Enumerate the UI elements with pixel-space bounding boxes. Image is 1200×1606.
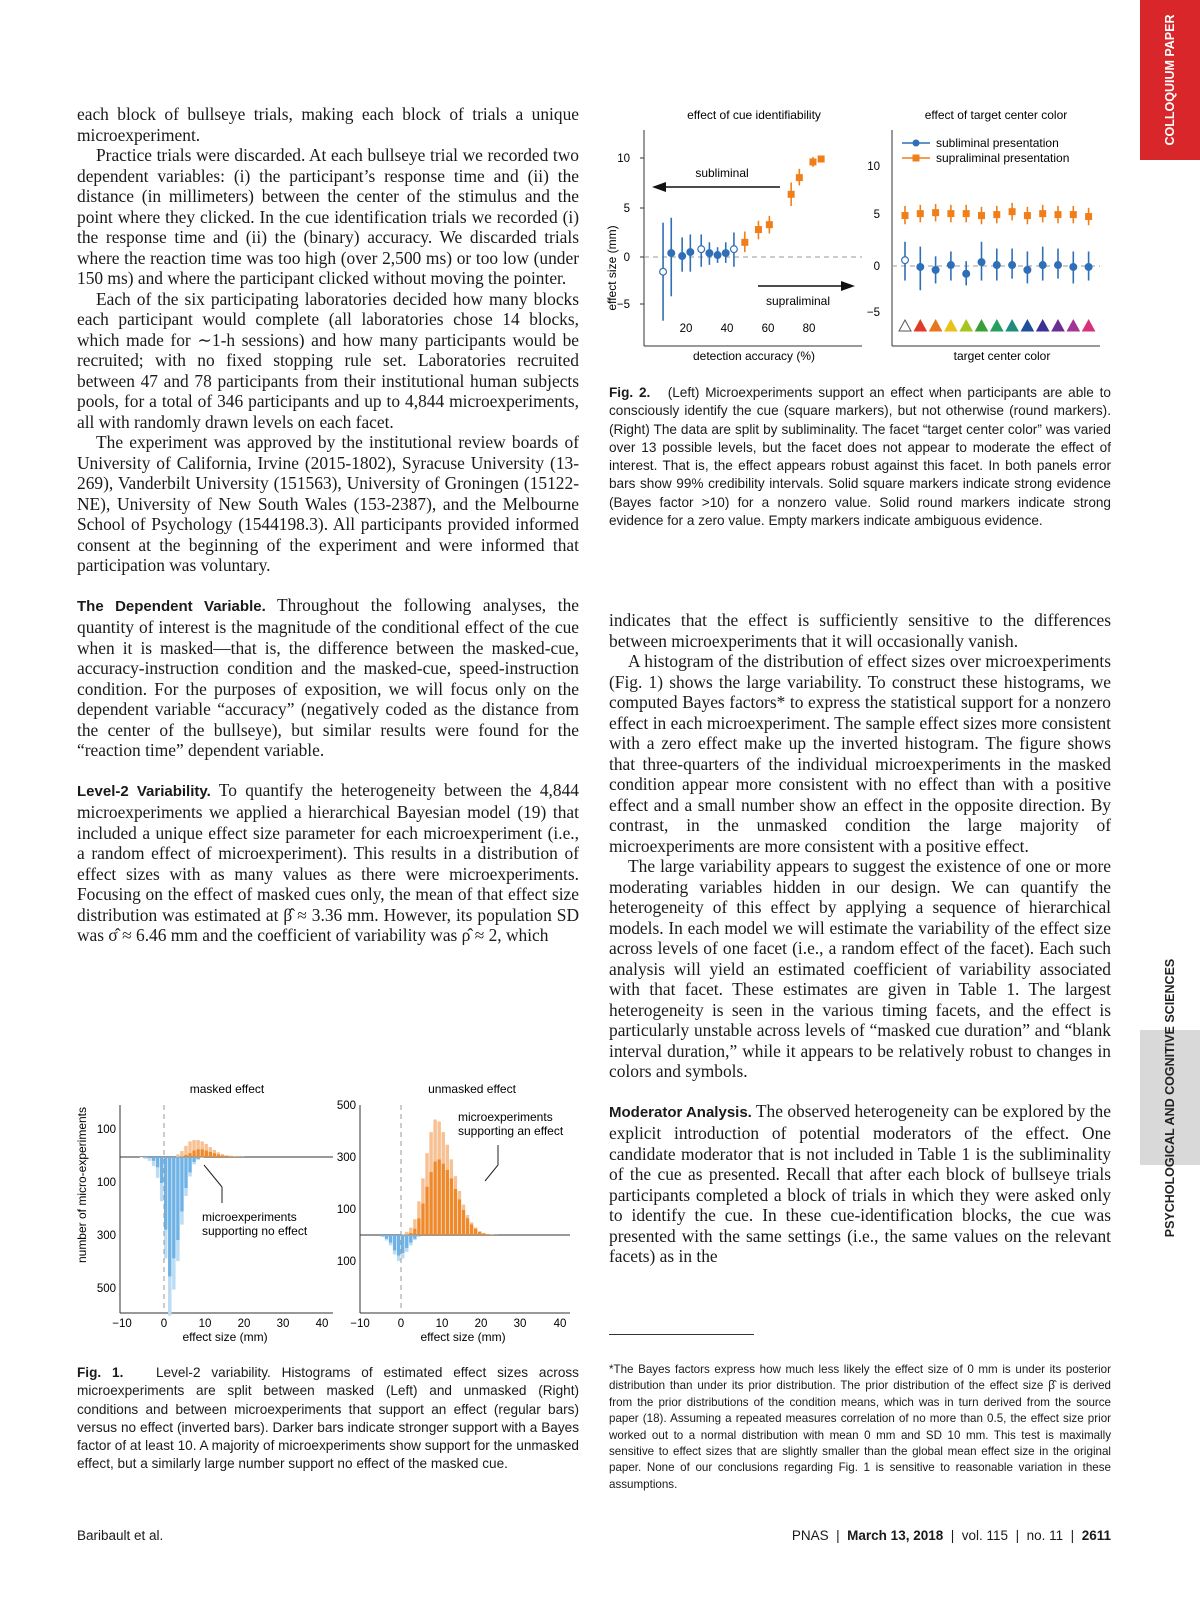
fig2-right-xlabel: target center color — [953, 349, 1051, 363]
histogram-bar — [381, 1235, 384, 1236]
fig1-ylabel: number of micro-experiments — [75, 1106, 89, 1264]
histogram-bar — [474, 1227, 477, 1228]
ann-effect-2: supporting an effect — [458, 1124, 564, 1138]
footer-authors: Baribault et al. — [77, 1528, 164, 1543]
histogram-bar — [217, 1154, 220, 1157]
histogram-bar — [188, 1173, 191, 1177]
histogram-bar — [389, 1243, 392, 1246]
histogram-bar — [160, 1157, 163, 1183]
data-point — [1070, 264, 1077, 271]
histogram-bar — [417, 1236, 420, 1237]
histogram-bar — [458, 1191, 461, 1199]
colloquium-paper-tab: COLLOQUIUM PAPER — [1140, 0, 1200, 160]
color-triangle-icon — [1052, 320, 1064, 331]
fig2-right-ytick: 5 — [873, 209, 880, 221]
data-point — [978, 259, 985, 266]
histogram-bar — [200, 1141, 203, 1149]
fig1-left-ytick: 100 — [96, 1177, 116, 1189]
histogram-bar — [393, 1235, 396, 1251]
color-triangle-icon — [930, 320, 942, 331]
histogram-bar — [144, 1158, 147, 1159]
fig2-right-title: effect of target center color — [924, 108, 1068, 122]
histogram-bar — [393, 1251, 396, 1255]
paragraph: The experiment was approved by the institutional review boards of University of California, Irvine (2015-1802), Syracuse University (13-269), Vanderbilt University (151563), University of Groningen (15122-NE), University of New South Wales (153-2387), and the Melbourne School of Psychology (1544198.3). All participants provided informed consent at the beginning of the experiment and were informed that participation was voluntary. — [77, 432, 579, 575]
histogram-bar — [401, 1253, 404, 1258]
fig2-left-ytick: 0 — [623, 252, 630, 264]
paragraph: The large variability appears to suggest the existence of one or more moderating variables hidden in our design. We can quantify the heterogeneity of this effect by applying a sequence of hierarchical models. In each model we will estimate the variability of the effect size across levels of one facet (i.e., a random effect of the facet). Each such analysis will yield an estimated coefficient of variability associated with that facet. These estimates are given in Table 1. The largest heterogeneity is seen in the various timing facets, and the effect is particularly unstable across levels of “masked cue duration” and “blank interval duration,” while it appears to be relatively robust to changes in colors and symbols. — [609, 856, 1111, 1081]
section-tab: PSYCHOLOGICAL AND COGNITIVE SCIENCES — [1140, 1030, 1200, 1165]
histogram-bar — [409, 1228, 412, 1233]
histogram-bar — [405, 1232, 408, 1235]
color-triangle-icon — [960, 320, 972, 331]
footer-journal: PNAS | March 13, 2018 | vol. 115 | no. 11 | 2611 — [791, 1528, 1111, 1543]
histogram-bar — [229, 1156, 232, 1157]
fig2-left-axes — [617, 130, 862, 363]
fig2-left-ytick: 5 — [623, 203, 630, 215]
data-point — [1024, 266, 1031, 273]
histogram-bar — [188, 1157, 191, 1173]
fig1-right-xlabel: effect size (mm) — [420, 1330, 506, 1344]
histogram-bar — [140, 1157, 143, 1158]
histogram-bar — [454, 1176, 457, 1189]
section-heading: Moderator Analysis. — [609, 1103, 752, 1121]
histogram-bar — [450, 1159, 453, 1178]
histogram-bar — [409, 1235, 412, 1243]
histogram-bar — [429, 1132, 432, 1172]
data-point — [1055, 211, 1062, 218]
fig1-xtick: −10 — [350, 1318, 370, 1330]
histogram-bar — [385, 1239, 388, 1241]
section-heading: The Dependent Variable. — [77, 597, 266, 615]
data-point — [714, 252, 721, 259]
data-point — [917, 210, 924, 217]
color-triangle-icon — [1006, 320, 1018, 331]
fig1-xtick: −10 — [112, 1318, 132, 1330]
histogram-bar — [184, 1155, 187, 1157]
data-point — [1070, 211, 1077, 218]
data-point — [902, 212, 909, 219]
histogram-bar — [176, 1157, 179, 1240]
histogram-bar — [184, 1146, 187, 1155]
data-point — [731, 246, 738, 253]
ann-no-effect-1: microexperiments — [202, 1210, 297, 1224]
fig2-right-ytick: 0 — [873, 261, 880, 273]
data-point — [766, 221, 773, 228]
histogram-bar — [429, 1172, 432, 1235]
histogram-bar — [417, 1235, 420, 1236]
fig2-left-xtick: 20 — [679, 323, 693, 335]
histogram-bar — [389, 1235, 392, 1243]
fig2-right-ytick: 10 — [867, 161, 880, 173]
data-point — [902, 257, 909, 264]
data-point — [1085, 264, 1092, 271]
histogram-bar — [454, 1189, 457, 1235]
figure-1 — [70, 1075, 590, 1350]
histogram-bar — [192, 1162, 195, 1164]
histogram-bar — [462, 1205, 465, 1210]
histogram-bar — [152, 1161, 155, 1166]
fig1-xtick: 0 — [397, 1318, 405, 1330]
data-point — [917, 264, 924, 271]
histogram-bar — [413, 1229, 416, 1235]
data-point — [1009, 262, 1016, 269]
histogram-bar — [184, 1188, 187, 1196]
color-triangle-icon — [976, 320, 988, 331]
histogram-bar — [217, 1152, 220, 1154]
histogram-bar — [458, 1199, 461, 1235]
histogram-bar — [156, 1167, 159, 1177]
histogram-bar — [417, 1218, 420, 1235]
histogram-bar — [200, 1149, 203, 1157]
subliminal-label: subliminal — [695, 166, 749, 180]
histogram-bar — [209, 1152, 212, 1157]
paragraph: Level-2 Variability. To quantify the heterogeneity between the 4,844 microexperiments we applied a hierarchical Bayesian model (19) that included a unique effect size parameter for each microexperiment (i.e., a random effect of microexperiment). This results in a distribution of effect sizes with as many values as there were microexperiments. Focusing on the effect of masked cues only, the mean of that effect size distribution was estimated at β̂ ≈ 3.36 mm. However, its population SD was σ̂ ≈ 6.46 mm and the coefficient of variability was ρ̂ ≈ 2, which — [77, 779, 579, 945]
color-triangle-icon — [945, 320, 957, 331]
histogram-bar — [409, 1243, 412, 1246]
data-point — [963, 210, 970, 217]
data-point — [1024, 212, 1031, 219]
data-point — [1009, 208, 1016, 215]
data-point — [993, 262, 1000, 269]
data-point — [687, 249, 694, 256]
color-triangle-icon — [1083, 320, 1095, 331]
fig2-caption: Fig. 2. (Left) Microexperiments support an effect when participants are able to consciously identify the cue (square markers), but not otherwise (round markers). (Right) The data are split by subliminality. The facet “target center color” was varied over 13 possible levels, but the facet does not appear to moderate the effect of interest. That is, the effect appears robust against this facet. In both panels error bars show 99% credibility intervals. Solid square markers indicate strong evidence (Bayes factor >10) for a nonzero value. Solid round markers indicate strong evidence for a zero value. Empty markers indicate ambiguous evidence. — [609, 385, 1111, 529]
supraliminal-label: supraliminal — [765, 294, 831, 308]
fig1-right-ytick: 100 — [336, 1256, 356, 1268]
data-point — [932, 209, 939, 216]
histogram-bar — [221, 1154, 224, 1155]
fig1-xtick: 20 — [474, 1318, 488, 1330]
data-point — [947, 210, 954, 217]
histogram-bar — [156, 1157, 159, 1167]
histogram-bar — [450, 1178, 453, 1235]
histogram-bar — [148, 1157, 151, 1158]
arrow-left-icon — [652, 182, 666, 192]
histogram-bar — [385, 1235, 388, 1239]
arrow-right-icon — [841, 281, 855, 291]
fig1-xtick: 0 — [160, 1318, 168, 1330]
paragraph: Practice trials were discarded. At each bullseye trial we recorded two dependent variables: (i) the participant’s response time and (ii) the distance (in millimeters) between the center of the stimulus and the point where they clicked. In the cue identification trials we recorded (i) the response time and (ii) the (binary) accuracy. We discarded trials where the reaction time was too high (over 2,500 ms) or too low (under 150 ms) and where the participant clicked without moving the pointer. — [77, 145, 579, 288]
histogram-bar — [160, 1183, 163, 1201]
fig1-xtick: 40 — [553, 1318, 567, 1330]
legend-subliminal: subliminal presentation — [936, 136, 1059, 150]
histogram-bar — [478, 1232, 481, 1235]
histogram-bar — [196, 1149, 199, 1157]
histogram-bar — [405, 1248, 408, 1252]
histogram-bar — [425, 1187, 428, 1235]
histogram-bar — [180, 1212, 183, 1225]
histogram-bar — [196, 1140, 199, 1149]
left-column — [77, 104, 579, 946]
right-column — [609, 610, 1111, 1267]
histogram-bar — [225, 1155, 228, 1156]
fig1-xtick: 10 — [435, 1318, 449, 1330]
histogram-bar — [413, 1219, 416, 1228]
histogram-bar — [152, 1157, 155, 1161]
histogram-bar — [401, 1235, 404, 1253]
fig1-xtick: 10 — [198, 1318, 212, 1330]
histogram-bar — [405, 1235, 408, 1248]
histogram-bar — [180, 1151, 183, 1156]
histogram-bar — [180, 1157, 183, 1212]
histogram-bar — [196, 1159, 199, 1160]
histogram-bar — [176, 1154, 179, 1157]
histogram-bar — [148, 1158, 151, 1161]
data-point — [932, 266, 939, 273]
histogram-bar — [486, 1234, 489, 1235]
fig1-right-ytick: 300 — [336, 1152, 356, 1164]
ann-no-effect-2: supporting no effect — [202, 1224, 308, 1238]
fig2-right-ytick: −5 — [866, 307, 880, 319]
fig1-caption: Fig. 1. Level-2 variability. Histograms of estimated effect sizes across microexperiments are split between masked (Left) and unmasked (Right) conditions and between microexperiments that support an effect (regular bars) versus no effect (inverted bars). Darker bars indicate stronger support with a Bayes factor of at least 10. A majority of microexperiments show support for the unmasked effect, but a similarly large number support no effect of the masked cue. — [77, 1365, 579, 1472]
histogram-bar — [437, 1159, 440, 1235]
histogram-bar — [433, 1162, 436, 1236]
histogram-bar — [421, 1204, 424, 1236]
histogram-bar — [405, 1234, 408, 1235]
histogram-bar — [425, 1153, 428, 1187]
data-point — [1039, 262, 1046, 269]
paragraph: indicates that the effect is sufficiently sensitive to the differences between microexperiments that it will occasionally vanish. — [609, 610, 1111, 651]
data-point — [706, 250, 713, 257]
histogram-bar — [462, 1210, 465, 1235]
histogram-bar — [442, 1164, 445, 1235]
histogram-bar — [172, 1157, 175, 1258]
histogram-bar — [482, 1233, 485, 1235]
fig2-left-ytick: −5 — [616, 299, 630, 311]
histogram-bar — [172, 1258, 175, 1289]
paragraph: A histogram of the distribution of effect sizes over microexperiments (Fig. 1) shows the large variability. To construct these histograms, we computed Bayes factors* to express the statistical support for a nonzero effect in each microexperiment. The sample effect sizes more consistent with a zero effect make up the inverted histogram. The figure shows that three-quarters of the individual microexperiments in the masked condition appear more consistent with no effect than with a positive effect and a small number show an effect in the opposite direction. By contrast, in the unmasked condition the large majority of microexperiments are more consistent with a positive effect. — [609, 651, 1111, 856]
fig1-left-xlabel: effect size (mm) — [182, 1330, 268, 1344]
data-point — [788, 191, 795, 198]
histogram-bar — [470, 1225, 473, 1236]
footnote: *The Bayes factors express how much less likely the effect size of 0 mm is under its posterior distribution than under its prior distribution. The prior distribution of the effect size β̂ is derived from the prior distributions of the condition means, which was in turn derived from the source paper (18). Assuming a repeated measures correlation of no more than 0.5, the effect size prior worked out to a normal distribution with mean 0 mm and SD 10 mm. This test is maximally sensitive to effect sizes that are slightly smaller than the global mean effect size in the original paper. None of our conclusions regarding Fig. 1 is sensitive to reasonable variation in these assumptions. — [609, 1363, 1111, 1491]
histogram-bar — [213, 1150, 216, 1153]
fig2-left-xlabel: detection accuracy (%) — [692, 349, 816, 363]
histogram-bar — [381, 1236, 384, 1237]
data-point — [978, 212, 985, 219]
fig1-right-ytick: 100 — [336, 1204, 356, 1216]
fig2-left-xtick: 40 — [720, 323, 734, 335]
histogram-bar — [164, 1230, 167, 1259]
histogram-bar — [413, 1235, 416, 1239]
footnote-rule — [609, 1334, 754, 1335]
histogram-bar — [164, 1157, 167, 1230]
data-point — [796, 174, 803, 181]
data-point — [809, 158, 816, 165]
data-point — [722, 250, 729, 257]
histogram-bar — [209, 1147, 212, 1152]
histogram-bar — [470, 1222, 473, 1224]
histogram-bar — [205, 1144, 208, 1151]
paragraph: each block of bullseye trials, making each block of trials a unique microexperiment. — [77, 104, 579, 145]
histogram-bar — [442, 1132, 445, 1164]
section-heading: Level-2 Variability. — [77, 782, 211, 800]
histogram-bar — [188, 1153, 191, 1157]
histogram-bar — [192, 1151, 195, 1158]
fig1-left-ytick: 300 — [96, 1230, 116, 1242]
histogram-bar — [446, 1170, 449, 1235]
fig1-xtick: 30 — [276, 1318, 290, 1330]
fig2-left-xtick: 80 — [802, 323, 816, 335]
fig2-left-title: effect of cue identifiability — [687, 108, 821, 122]
histogram-bar — [168, 1277, 171, 1316]
fig2-left-ytick: 10 — [617, 153, 630, 165]
data-point — [948, 262, 955, 269]
color-triangle-icon — [1037, 320, 1049, 331]
figure-2 — [600, 100, 1120, 375]
data-point — [993, 211, 1000, 218]
histogram-bar — [144, 1157, 147, 1158]
fig1-left-ytick: 100 — [96, 1124, 116, 1136]
data-point — [741, 239, 748, 246]
fig2-ylabel: effect size (mm) — [605, 225, 619, 311]
data-point — [963, 270, 970, 277]
histogram-bar — [205, 1151, 208, 1158]
histogram-bar — [221, 1155, 224, 1157]
color-triangle-icon — [899, 320, 911, 331]
fig1-right-ytick: 500 — [336, 1100, 356, 1112]
histogram-bar — [188, 1141, 191, 1153]
color-triangle-icon — [914, 320, 926, 331]
fig2-right-marks — [899, 203, 1095, 331]
histogram-bar — [168, 1157, 171, 1277]
histogram-bar — [437, 1122, 440, 1160]
fig1-xtick: 30 — [513, 1318, 527, 1330]
fig2-left-xtick: 60 — [761, 323, 775, 335]
data-point — [1039, 210, 1046, 217]
paragraph: Each of the six participating laboratories decided how many blocks each participant would complete (all laboratories chose 14 blocks, which made for ∼1-h sessions) and how many participants would be recruited; with no fixed stopping rule set. Laboratories recruited between 47 and 78 participants from their institutional human subjects pools, for a total of 346 participants and up to 4,844 microexperiments, all with randomly drawn levels on each facet. — [77, 288, 579, 432]
paragraph: Moderator Analysis. The observed heterogeneity can be explored by the explicit introduction of potential moderators of the effect. One candidate moderator that is not included in Table 1 is the subliminality of the cue as presented. Recall that after each block of bullseye trials participants completed a block of trials in which they were asked only to identify the cue. In these cue-identification blocks, the cue was presented with the same settings (i.e., the same values on the relevant facets) as in the — [609, 1100, 1111, 1266]
legend-sub-marker — [913, 140, 920, 147]
legend-supraliminal: supraliminal presentation — [936, 151, 1070, 165]
histogram-bar — [421, 1178, 424, 1203]
fig1-left-title: masked effect — [189, 1082, 265, 1096]
color-triangle-icon — [991, 320, 1003, 331]
histogram-bar — [184, 1157, 187, 1188]
data-point — [679, 253, 686, 260]
histogram-bar — [200, 1157, 203, 1158]
fig1-xtick: 40 — [315, 1318, 329, 1330]
data-point — [660, 268, 667, 275]
histogram-bar — [213, 1153, 216, 1157]
histogram-bar — [433, 1120, 436, 1162]
histogram-bar — [446, 1145, 449, 1170]
legend-supra-marker — [913, 155, 920, 162]
color-triangle-icon — [1067, 320, 1079, 331]
fig1-left-ytick: 500 — [96, 1283, 116, 1295]
histogram-bar — [176, 1240, 179, 1261]
histogram-bar — [229, 1156, 232, 1157]
ann-effect-1: microexperiments — [458, 1110, 553, 1124]
paragraph: The Dependent Variable. Throughout the following analyses, the quantity of interest is the magnitude of the conditional effect of the cue when it is masked—that is, the difference between the masked-cue, accuracy-instruction condition and the masked-cue, speed-instruction condition. For the purposes of exposition, we will focus only on the dependent variable “accuracy” (negatively coded as the distance from the center of the bullseye), but similar results were found for the “reaction time” dependent variable. — [77, 594, 579, 760]
histogram-bar — [478, 1231, 481, 1232]
histogram-bar — [192, 1157, 195, 1162]
data-point — [1055, 262, 1062, 269]
histogram-bar — [401, 1234, 404, 1235]
color-triangle-icon — [1021, 320, 1033, 331]
fig1-right-bars — [381, 1120, 498, 1262]
fig1-right-title: unmasked effect — [428, 1082, 516, 1096]
data-point — [668, 250, 675, 257]
data-point — [698, 246, 705, 253]
histogram-bar — [474, 1229, 477, 1235]
data-point — [818, 156, 825, 163]
histogram-bar — [225, 1156, 228, 1157]
histogram-bar — [466, 1215, 469, 1218]
histogram-bar — [397, 1256, 400, 1261]
data-point — [1085, 213, 1092, 220]
histogram-bar — [196, 1157, 199, 1159]
fig1-xtick: 20 — [237, 1318, 251, 1330]
histogram-bar — [192, 1140, 195, 1150]
histogram-bar — [417, 1201, 420, 1218]
histogram-bar — [466, 1218, 469, 1235]
histogram-bar — [409, 1233, 412, 1235]
histogram-bar — [397, 1235, 400, 1256]
histogram-bar — [180, 1156, 183, 1157]
data-point — [755, 226, 762, 233]
histogram-bar — [233, 1156, 236, 1157]
histogram-bar — [413, 1239, 416, 1240]
